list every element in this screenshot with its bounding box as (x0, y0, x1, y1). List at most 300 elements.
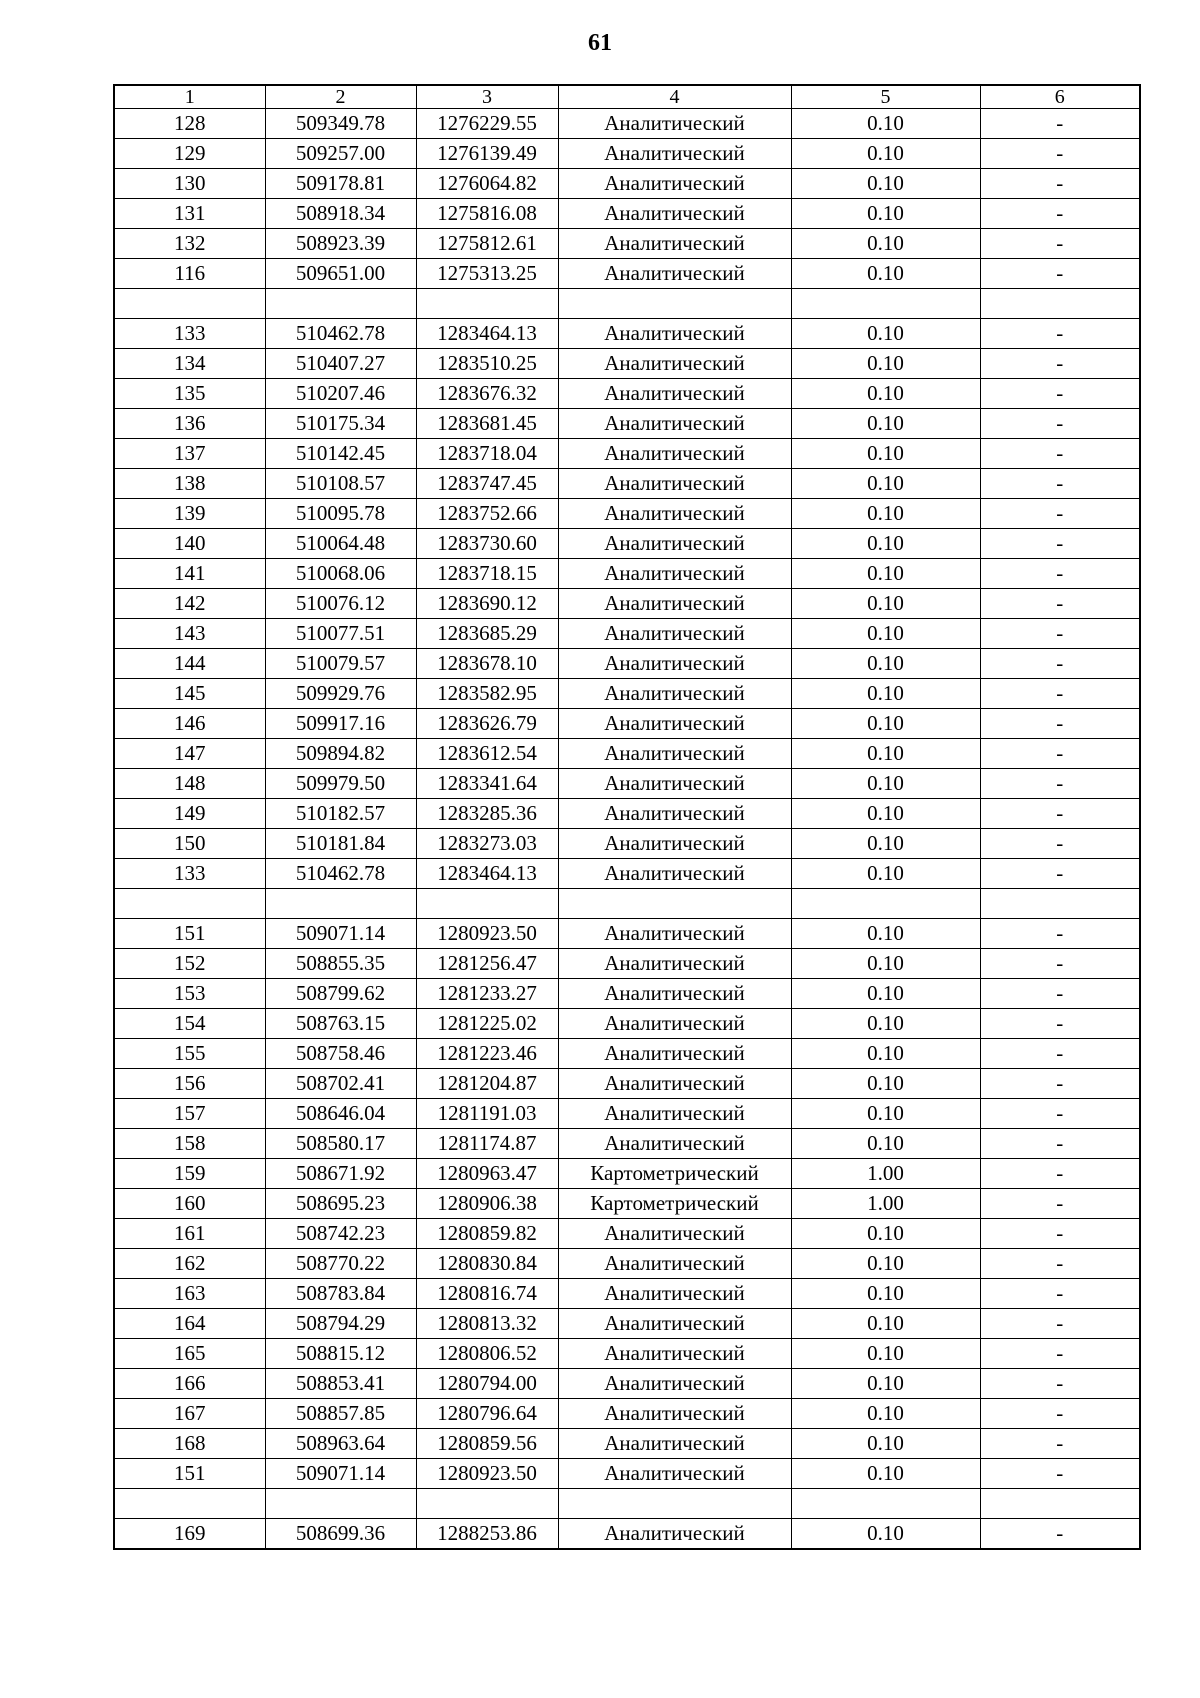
table-separator-row (114, 889, 1140, 919)
note-cell: - (980, 949, 1140, 979)
point-number-cell: 149 (114, 799, 265, 829)
y-coordinate-cell: 1280859.56 (416, 1429, 558, 1459)
table-row (114, 619, 1140, 649)
point-number-cell: 116 (114, 259, 265, 289)
x-coordinate-cell: 510079.57 (265, 649, 416, 679)
point-number-cell: 130 (114, 169, 265, 199)
x-coordinate-cell: 509894.82 (265, 739, 416, 769)
x-coordinate-cell: 510181.84 (265, 829, 416, 859)
note-cell: - (980, 619, 1140, 649)
accuracy-cell: 0.10 (791, 1369, 980, 1399)
y-coordinate-cell: 1283718.04 (416, 439, 558, 469)
method-cell: Аналитический (558, 619, 791, 649)
table-row (114, 1459, 1140, 1489)
y-coordinate-cell: 1283752.66 (416, 499, 558, 529)
table-row (114, 439, 1140, 469)
table-separator-row (114, 289, 1140, 319)
accuracy-cell: 0.10 (791, 109, 980, 139)
table-row (114, 1279, 1140, 1309)
point-number-cell: 164 (114, 1309, 265, 1339)
method-cell: Аналитический (558, 589, 791, 619)
x-coordinate-cell: 509929.76 (265, 679, 416, 709)
point-number-cell (114, 1489, 265, 1519)
table-row (114, 229, 1140, 259)
point-number-cell: 144 (114, 649, 265, 679)
point-number-cell: 129 (114, 139, 265, 169)
y-coordinate-cell: 1283285.36 (416, 799, 558, 829)
table-row (114, 1249, 1140, 1279)
x-coordinate-cell: 508855.35 (265, 949, 416, 979)
method-cell: Аналитический (558, 649, 791, 679)
column-header: 3 (416, 85, 558, 109)
x-coordinate-cell: 510064.48 (265, 529, 416, 559)
point-number-cell: 139 (114, 499, 265, 529)
table-row (114, 559, 1140, 589)
note-cell: - (980, 109, 1140, 139)
x-coordinate-cell: 510068.06 (265, 559, 416, 589)
point-number-cell: 147 (114, 739, 265, 769)
y-coordinate-cell: 1283626.79 (416, 709, 558, 739)
y-coordinate-cell: 1283582.95 (416, 679, 558, 709)
method-cell: Аналитический (558, 1339, 791, 1369)
note-cell: - (980, 1219, 1140, 1249)
note-cell: - (980, 1339, 1140, 1369)
note-cell: - (980, 1279, 1140, 1309)
x-coordinate-cell: 509651.00 (265, 259, 416, 289)
x-coordinate-cell: 508770.22 (265, 1249, 416, 1279)
accuracy-cell: 0.10 (791, 1459, 980, 1489)
accuracy-cell: 0.10 (791, 1249, 980, 1279)
method-cell: Картометрический (558, 1159, 791, 1189)
note-cell: - (980, 1009, 1140, 1039)
note-cell: - (980, 559, 1140, 589)
table-row (114, 199, 1140, 229)
accuracy-cell (791, 889, 980, 919)
table-row (114, 1519, 1140, 1550)
x-coordinate-cell: 510182.57 (265, 799, 416, 829)
point-number-cell: 133 (114, 319, 265, 349)
method-cell: Аналитический (558, 769, 791, 799)
y-coordinate-cell: 1283681.45 (416, 409, 558, 439)
column-header: 1 (114, 85, 265, 109)
table-row (114, 769, 1140, 799)
accuracy-cell: 1.00 (791, 1189, 980, 1219)
y-coordinate-cell: 1276139.49 (416, 139, 558, 169)
method-cell: Аналитический (558, 1009, 791, 1039)
y-coordinate-cell: 1280923.50 (416, 1459, 558, 1489)
table-row (114, 1159, 1140, 1189)
point-number-cell: 148 (114, 769, 265, 799)
table-row (114, 379, 1140, 409)
column-header: 4 (558, 85, 791, 109)
point-number-cell: 128 (114, 109, 265, 139)
point-number-cell: 143 (114, 619, 265, 649)
x-coordinate-cell: 509257.00 (265, 139, 416, 169)
table-row (114, 349, 1140, 379)
accuracy-cell: 0.10 (791, 1339, 980, 1369)
note-cell: - (980, 1399, 1140, 1429)
table-row (114, 1309, 1140, 1339)
accuracy-cell: 1.00 (791, 1159, 980, 1189)
table-row (114, 829, 1140, 859)
x-coordinate-cell (265, 289, 416, 319)
point-number-cell: 168 (114, 1429, 265, 1459)
table-row (114, 1069, 1140, 1099)
table-row (114, 739, 1140, 769)
x-coordinate-cell: 510407.27 (265, 349, 416, 379)
method-cell: Аналитический (558, 169, 791, 199)
note-cell: - (980, 1159, 1140, 1189)
note-cell: - (980, 1189, 1140, 1219)
x-coordinate-cell: 508699.36 (265, 1519, 416, 1550)
point-number-cell: 163 (114, 1279, 265, 1309)
x-coordinate-cell: 508671.92 (265, 1159, 416, 1189)
point-number-cell: 142 (114, 589, 265, 619)
note-cell: - (980, 229, 1140, 259)
accuracy-cell: 0.10 (791, 679, 980, 709)
method-cell: Аналитический (558, 259, 791, 289)
note-cell: - (980, 1129, 1140, 1159)
accuracy-cell: 0.10 (791, 199, 980, 229)
point-number-cell: 132 (114, 229, 265, 259)
method-cell: Аналитический (558, 379, 791, 409)
table-row (114, 979, 1140, 1009)
y-coordinate-cell: 1281191.03 (416, 1099, 558, 1129)
x-coordinate-cell: 510108.57 (265, 469, 416, 499)
note-cell: - (980, 1519, 1140, 1550)
point-number-cell: 145 (114, 679, 265, 709)
y-coordinate-cell: 1276229.55 (416, 109, 558, 139)
point-number-cell: 138 (114, 469, 265, 499)
x-coordinate-cell: 510095.78 (265, 499, 416, 529)
method-cell: Аналитический (558, 1429, 791, 1459)
method-cell: Аналитический (558, 1459, 791, 1489)
y-coordinate-cell: 1281174.87 (416, 1129, 558, 1159)
y-coordinate-cell: 1288253.86 (416, 1519, 558, 1550)
note-cell (980, 889, 1140, 919)
note-cell: - (980, 709, 1140, 739)
method-cell: Аналитический (558, 409, 791, 439)
table-row (114, 679, 1140, 709)
table-row (114, 1339, 1140, 1369)
note-cell: - (980, 319, 1140, 349)
note-cell: - (980, 139, 1140, 169)
x-coordinate-cell: 509979.50 (265, 769, 416, 799)
table-row (114, 469, 1140, 499)
y-coordinate-cell: 1283464.13 (416, 319, 558, 349)
accuracy-cell: 0.10 (791, 1279, 980, 1309)
y-coordinate-cell: 1280830.84 (416, 1249, 558, 1279)
accuracy-cell: 0.10 (791, 1099, 980, 1129)
x-coordinate-cell: 509349.78 (265, 109, 416, 139)
method-cell: Аналитический (558, 1309, 791, 1339)
y-coordinate-cell: 1280963.47 (416, 1159, 558, 1189)
y-coordinate-cell: 1276064.82 (416, 169, 558, 199)
accuracy-cell: 0.10 (791, 799, 980, 829)
method-cell: Аналитический (558, 1039, 791, 1069)
column-header: 2 (265, 85, 416, 109)
x-coordinate-cell: 508742.23 (265, 1219, 416, 1249)
note-cell: - (980, 379, 1140, 409)
x-coordinate-cell: 510462.78 (265, 859, 416, 889)
note-cell: - (980, 259, 1140, 289)
method-cell: Аналитический (558, 829, 791, 859)
method-cell (558, 289, 791, 319)
table-row (114, 109, 1140, 139)
note-cell: - (980, 1039, 1140, 1069)
x-coordinate-cell: 509071.14 (265, 1459, 416, 1489)
y-coordinate-cell (416, 889, 558, 919)
y-coordinate-cell: 1280816.74 (416, 1279, 558, 1309)
point-number-cell: 137 (114, 439, 265, 469)
x-coordinate-cell: 510175.34 (265, 409, 416, 439)
accuracy-cell: 0.10 (791, 229, 980, 259)
y-coordinate-cell: 1281256.47 (416, 949, 558, 979)
x-coordinate-cell: 508923.39 (265, 229, 416, 259)
y-coordinate-cell: 1280806.52 (416, 1339, 558, 1369)
accuracy-cell: 0.10 (791, 1129, 980, 1159)
y-coordinate-cell: 1281223.46 (416, 1039, 558, 1069)
point-number-cell (114, 289, 265, 319)
y-coordinate-cell: 1283690.12 (416, 589, 558, 619)
table-row (114, 1129, 1140, 1159)
point-number-cell: 150 (114, 829, 265, 859)
accuracy-cell: 0.10 (791, 499, 980, 529)
point-number-cell: 162 (114, 1249, 265, 1279)
point-number-cell: 166 (114, 1369, 265, 1399)
accuracy-cell: 0.10 (791, 1309, 980, 1339)
y-coordinate-cell: 1280906.38 (416, 1189, 558, 1219)
accuracy-cell: 0.10 (791, 379, 980, 409)
method-cell: Аналитический (558, 139, 791, 169)
method-cell: Аналитический (558, 469, 791, 499)
method-cell: Аналитический (558, 949, 791, 979)
accuracy-cell: 0.10 (791, 469, 980, 499)
method-cell: Аналитический (558, 199, 791, 229)
method-cell: Аналитический (558, 109, 791, 139)
method-cell: Аналитический (558, 1069, 791, 1099)
note-cell: - (980, 1069, 1140, 1099)
table-row (114, 1219, 1140, 1249)
accuracy-cell: 0.10 (791, 979, 980, 1009)
table-row (114, 319, 1140, 349)
method-cell: Аналитический (558, 439, 791, 469)
x-coordinate-cell (265, 889, 416, 919)
x-coordinate-cell: 508580.17 (265, 1129, 416, 1159)
point-number-cell: 134 (114, 349, 265, 379)
accuracy-cell: 0.10 (791, 169, 980, 199)
point-number-cell: 131 (114, 199, 265, 229)
accuracy-cell: 0.10 (791, 859, 980, 889)
y-coordinate-cell: 1283612.54 (416, 739, 558, 769)
table-row (114, 1189, 1140, 1219)
accuracy-cell: 0.10 (791, 349, 980, 379)
method-cell: Аналитический (558, 529, 791, 559)
method-cell: Аналитический (558, 739, 791, 769)
y-coordinate-cell: 1280923.50 (416, 919, 558, 949)
x-coordinate-cell: 510077.51 (265, 619, 416, 649)
method-cell: Аналитический (558, 1129, 791, 1159)
note-cell: - (980, 499, 1140, 529)
method-cell: Аналитический (558, 499, 791, 529)
y-coordinate-cell (416, 289, 558, 319)
point-number-cell: 140 (114, 529, 265, 559)
x-coordinate-cell: 508646.04 (265, 1099, 416, 1129)
y-coordinate-cell: 1280794.00 (416, 1369, 558, 1399)
x-coordinate-cell: 508702.41 (265, 1069, 416, 1099)
note-cell: - (980, 829, 1140, 859)
table-row (114, 1429, 1140, 1459)
accuracy-cell: 0.10 (791, 829, 980, 859)
table-row (114, 139, 1140, 169)
method-cell: Аналитический (558, 1399, 791, 1429)
accuracy-cell: 0.10 (791, 1519, 980, 1550)
point-number-cell (114, 889, 265, 919)
accuracy-cell: 0.10 (791, 529, 980, 559)
y-coordinate-cell: 1283510.25 (416, 349, 558, 379)
accuracy-cell: 0.10 (791, 1009, 980, 1039)
point-number-cell: 169 (114, 1519, 265, 1550)
y-coordinate-cell: 1283685.29 (416, 619, 558, 649)
point-number-cell: 133 (114, 859, 265, 889)
x-coordinate-cell: 508695.23 (265, 1189, 416, 1219)
x-coordinate-cell: 508783.84 (265, 1279, 416, 1309)
x-coordinate-cell: 509178.81 (265, 169, 416, 199)
x-coordinate-cell: 508794.29 (265, 1309, 416, 1339)
note-cell: - (980, 739, 1140, 769)
accuracy-cell: 0.10 (791, 589, 980, 619)
point-number-cell: 157 (114, 1099, 265, 1129)
method-cell: Аналитический (558, 1219, 791, 1249)
point-number-cell: 156 (114, 1069, 265, 1099)
point-number-cell: 151 (114, 919, 265, 949)
table-row (114, 1099, 1140, 1129)
method-cell: Аналитический (558, 1369, 791, 1399)
note-cell: - (980, 979, 1140, 1009)
accuracy-cell (791, 289, 980, 319)
y-coordinate-cell: 1281204.87 (416, 1069, 558, 1099)
x-coordinate-cell: 509917.16 (265, 709, 416, 739)
y-coordinate-cell: 1281233.27 (416, 979, 558, 1009)
y-coordinate-cell: 1283341.64 (416, 769, 558, 799)
table-row (114, 529, 1140, 559)
y-coordinate-cell: 1283273.03 (416, 829, 558, 859)
note-cell: - (980, 679, 1140, 709)
y-coordinate-cell: 1280813.32 (416, 1309, 558, 1339)
table-row (114, 859, 1140, 889)
x-coordinate-cell: 508853.41 (265, 1369, 416, 1399)
method-cell (558, 1489, 791, 1519)
table-body (114, 109, 1140, 1550)
point-number-cell: 141 (114, 559, 265, 589)
x-coordinate-cell: 510462.78 (265, 319, 416, 349)
method-cell: Аналитический (558, 559, 791, 589)
note-cell: - (980, 1099, 1140, 1129)
x-coordinate-cell (265, 1489, 416, 1519)
table-row (114, 949, 1140, 979)
accuracy-cell: 0.10 (791, 649, 980, 679)
note-cell: - (980, 469, 1140, 499)
table-row (114, 259, 1140, 289)
table-row (114, 409, 1140, 439)
table-row (114, 1399, 1140, 1429)
table-row (114, 1009, 1140, 1039)
note-cell: - (980, 859, 1140, 889)
y-coordinate-cell (416, 1489, 558, 1519)
point-number-cell: 167 (114, 1399, 265, 1429)
y-coordinate-cell: 1275812.61 (416, 229, 558, 259)
table-separator-row (114, 1489, 1140, 1519)
x-coordinate-cell: 508963.64 (265, 1429, 416, 1459)
y-coordinate-cell: 1280796.64 (416, 1399, 558, 1429)
method-cell: Аналитический (558, 349, 791, 379)
method-cell: Аналитический (558, 1519, 791, 1550)
method-cell: Аналитический (558, 319, 791, 349)
accuracy-cell: 0.10 (791, 1399, 980, 1429)
method-cell: Аналитический (558, 799, 791, 829)
x-coordinate-cell: 510142.45 (265, 439, 416, 469)
accuracy-cell: 0.10 (791, 1039, 980, 1069)
x-coordinate-cell: 510207.46 (265, 379, 416, 409)
method-cell (558, 889, 791, 919)
accuracy-cell: 0.10 (791, 619, 980, 649)
note-cell: - (980, 1249, 1140, 1279)
accuracy-cell: 0.10 (791, 559, 980, 589)
note-cell: - (980, 799, 1140, 829)
x-coordinate-cell: 508815.12 (265, 1339, 416, 1369)
y-coordinate-cell: 1283676.32 (416, 379, 558, 409)
point-number-cell: 160 (114, 1189, 265, 1219)
note-cell: - (980, 1429, 1140, 1459)
note-cell: - (980, 409, 1140, 439)
note-cell: - (980, 589, 1140, 619)
point-number-cell: 154 (114, 1009, 265, 1039)
x-coordinate-cell: 510076.12 (265, 589, 416, 619)
page-number: 61 (588, 30, 612, 56)
accuracy-cell: 0.10 (791, 769, 980, 799)
accuracy-cell: 0.10 (791, 919, 980, 949)
method-cell: Аналитический (558, 859, 791, 889)
accuracy-cell: 0.10 (791, 1069, 980, 1099)
x-coordinate-cell: 508758.46 (265, 1039, 416, 1069)
note-cell: - (980, 439, 1140, 469)
y-coordinate-cell: 1275816.08 (416, 199, 558, 229)
method-cell: Картометрический (558, 1189, 791, 1219)
note-cell: - (980, 1369, 1140, 1399)
table-row (114, 499, 1140, 529)
accuracy-cell: 0.10 (791, 739, 980, 769)
y-coordinate-cell: 1281225.02 (416, 1009, 558, 1039)
column-header: 5 (791, 85, 980, 109)
point-number-cell: 159 (114, 1159, 265, 1189)
table-row (114, 169, 1140, 199)
x-coordinate-cell: 508799.62 (265, 979, 416, 1009)
column-header: 6 (980, 85, 1140, 109)
coordinates-table (113, 84, 1141, 1550)
point-number-cell: 165 (114, 1339, 265, 1369)
accuracy-cell: 0.10 (791, 319, 980, 349)
note-cell: - (980, 919, 1140, 949)
table-header-row (114, 85, 1140, 109)
point-number-cell: 155 (114, 1039, 265, 1069)
accuracy-cell: 0.10 (791, 259, 980, 289)
y-coordinate-cell: 1283464.13 (416, 859, 558, 889)
y-coordinate-cell: 1283747.45 (416, 469, 558, 499)
method-cell: Аналитический (558, 1249, 791, 1279)
table-row (114, 799, 1140, 829)
note-cell (980, 1489, 1140, 1519)
y-coordinate-cell: 1283678.10 (416, 649, 558, 679)
